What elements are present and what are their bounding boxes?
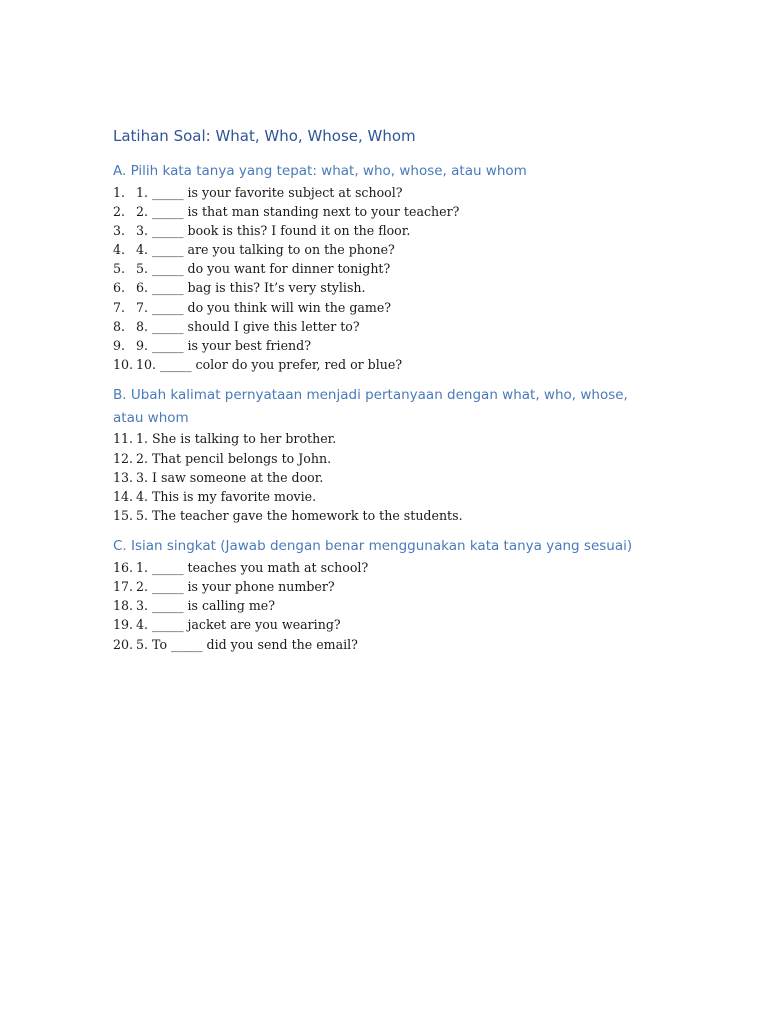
- item-number: 12.: [113, 450, 134, 466]
- section-b-list: [113, 429, 673, 525]
- list-item: [113, 596, 673, 615]
- item-text: 9. _____ is your best friend?: [136, 338, 311, 353]
- list-item: [113, 635, 673, 654]
- section-b-heading-line1: B. Ubah kalimat pernyataan menjadi pertanyaan dengan what, who, whose,: [113, 387, 628, 404]
- item-number: 6.: [113, 280, 126, 296]
- item-number: 8.: [113, 318, 126, 334]
- list-item: [113, 317, 673, 336]
- list-item: [113, 615, 673, 634]
- item-text: 1. _____ teaches you math at school?: [136, 559, 369, 575]
- section-c-heading: C. Isian singkat (Jawab dengan benar menggunakan kata tanya yang sesuai): [113, 538, 633, 555]
- item-text: 7. _____ do you think will win the game?: [136, 299, 392, 315]
- item-number: 7.: [113, 299, 126, 315]
- item-number: 20.: [113, 636, 134, 652]
- item-text: 3. I saw someone at the door.: [136, 469, 324, 485]
- section-a-heading: A. Pilih kata tanya yang tepat: what, who, whose, atau whom: [113, 163, 527, 179]
- list-item: [113, 468, 673, 487]
- item-number: 19.: [113, 617, 134, 633]
- item-text: 3. _____ book is this? I found it on the floor.: [136, 222, 411, 238]
- item-text: 1. She is talking to her brother.: [136, 431, 337, 447]
- item-text: 3. _____ is calling me?: [136, 598, 275, 614]
- item-text: 10. _____ color do you prefer, red or blue?: [136, 357, 403, 373]
- item-text: 4. This is my favorite movie.: [136, 488, 317, 504]
- item-text: 8. _____ should I give this letter to?: [136, 318, 360, 334]
- item-number: 16.: [113, 559, 134, 575]
- item-text: 2. _____ is your phone number?: [136, 579, 335, 594]
- item-number: 5.: [113, 261, 126, 277]
- list-item: [113, 355, 673, 374]
- list-item: [113, 558, 673, 577]
- list-item: [113, 506, 673, 525]
- list-item: [113, 278, 673, 297]
- item-text: 1. _____ is your favorite subject at school?: [136, 184, 403, 200]
- list-item: [113, 202, 673, 221]
- item-number: 11.: [113, 431, 134, 447]
- item-number: 3.: [113, 222, 126, 238]
- document-title: Latihan Soal: What, Who, Whose, Whom: [113, 127, 416, 145]
- list-item: [113, 183, 673, 202]
- list-item: [113, 487, 673, 506]
- section-a-list: [113, 183, 673, 375]
- item-number: 14.: [113, 488, 134, 504]
- item-text: 4. _____ are you talking to on the phone?: [136, 242, 395, 258]
- list-item: [113, 259, 673, 278]
- list-item: [113, 240, 673, 259]
- item-number: 1.: [113, 184, 126, 200]
- item-number: 15.: [113, 508, 134, 524]
- item-text: 5. The teacher gave the homework to the students.: [136, 508, 463, 524]
- list-item: [113, 577, 673, 596]
- item-text: 4. _____ jacket are you wearing?: [136, 617, 341, 633]
- list-item: [113, 298, 673, 317]
- document-page: [113, 124, 673, 664]
- list-item: [113, 429, 673, 448]
- item-number: 9.: [113, 338, 126, 353]
- item-text: 2. That pencil belongs to John.: [136, 450, 332, 466]
- item-number: 10.: [113, 357, 134, 373]
- item-number: 2.: [113, 203, 126, 219]
- item-number: 4.: [113, 242, 126, 258]
- section-b-heading-line2: atau whom: [113, 409, 189, 426]
- item-text: 5. _____ do you want for dinner tonight?: [136, 261, 391, 277]
- item-number: 17.: [113, 579, 134, 594]
- item-number: 13.: [113, 469, 134, 485]
- item-text: 6. _____ bag is this? It’s very stylish.: [136, 280, 366, 296]
- item-text: 2. _____ is that man standing next to your teacher?: [136, 203, 460, 219]
- list-item: [113, 221, 673, 240]
- item-number: 18.: [113, 598, 134, 614]
- item-text: 5. To _____ did you send the email?: [136, 636, 358, 652]
- section-c-list: [113, 558, 673, 654]
- list-item: [113, 336, 673, 355]
- list-item: [113, 449, 673, 468]
- section-b-heading: [113, 384, 673, 429]
